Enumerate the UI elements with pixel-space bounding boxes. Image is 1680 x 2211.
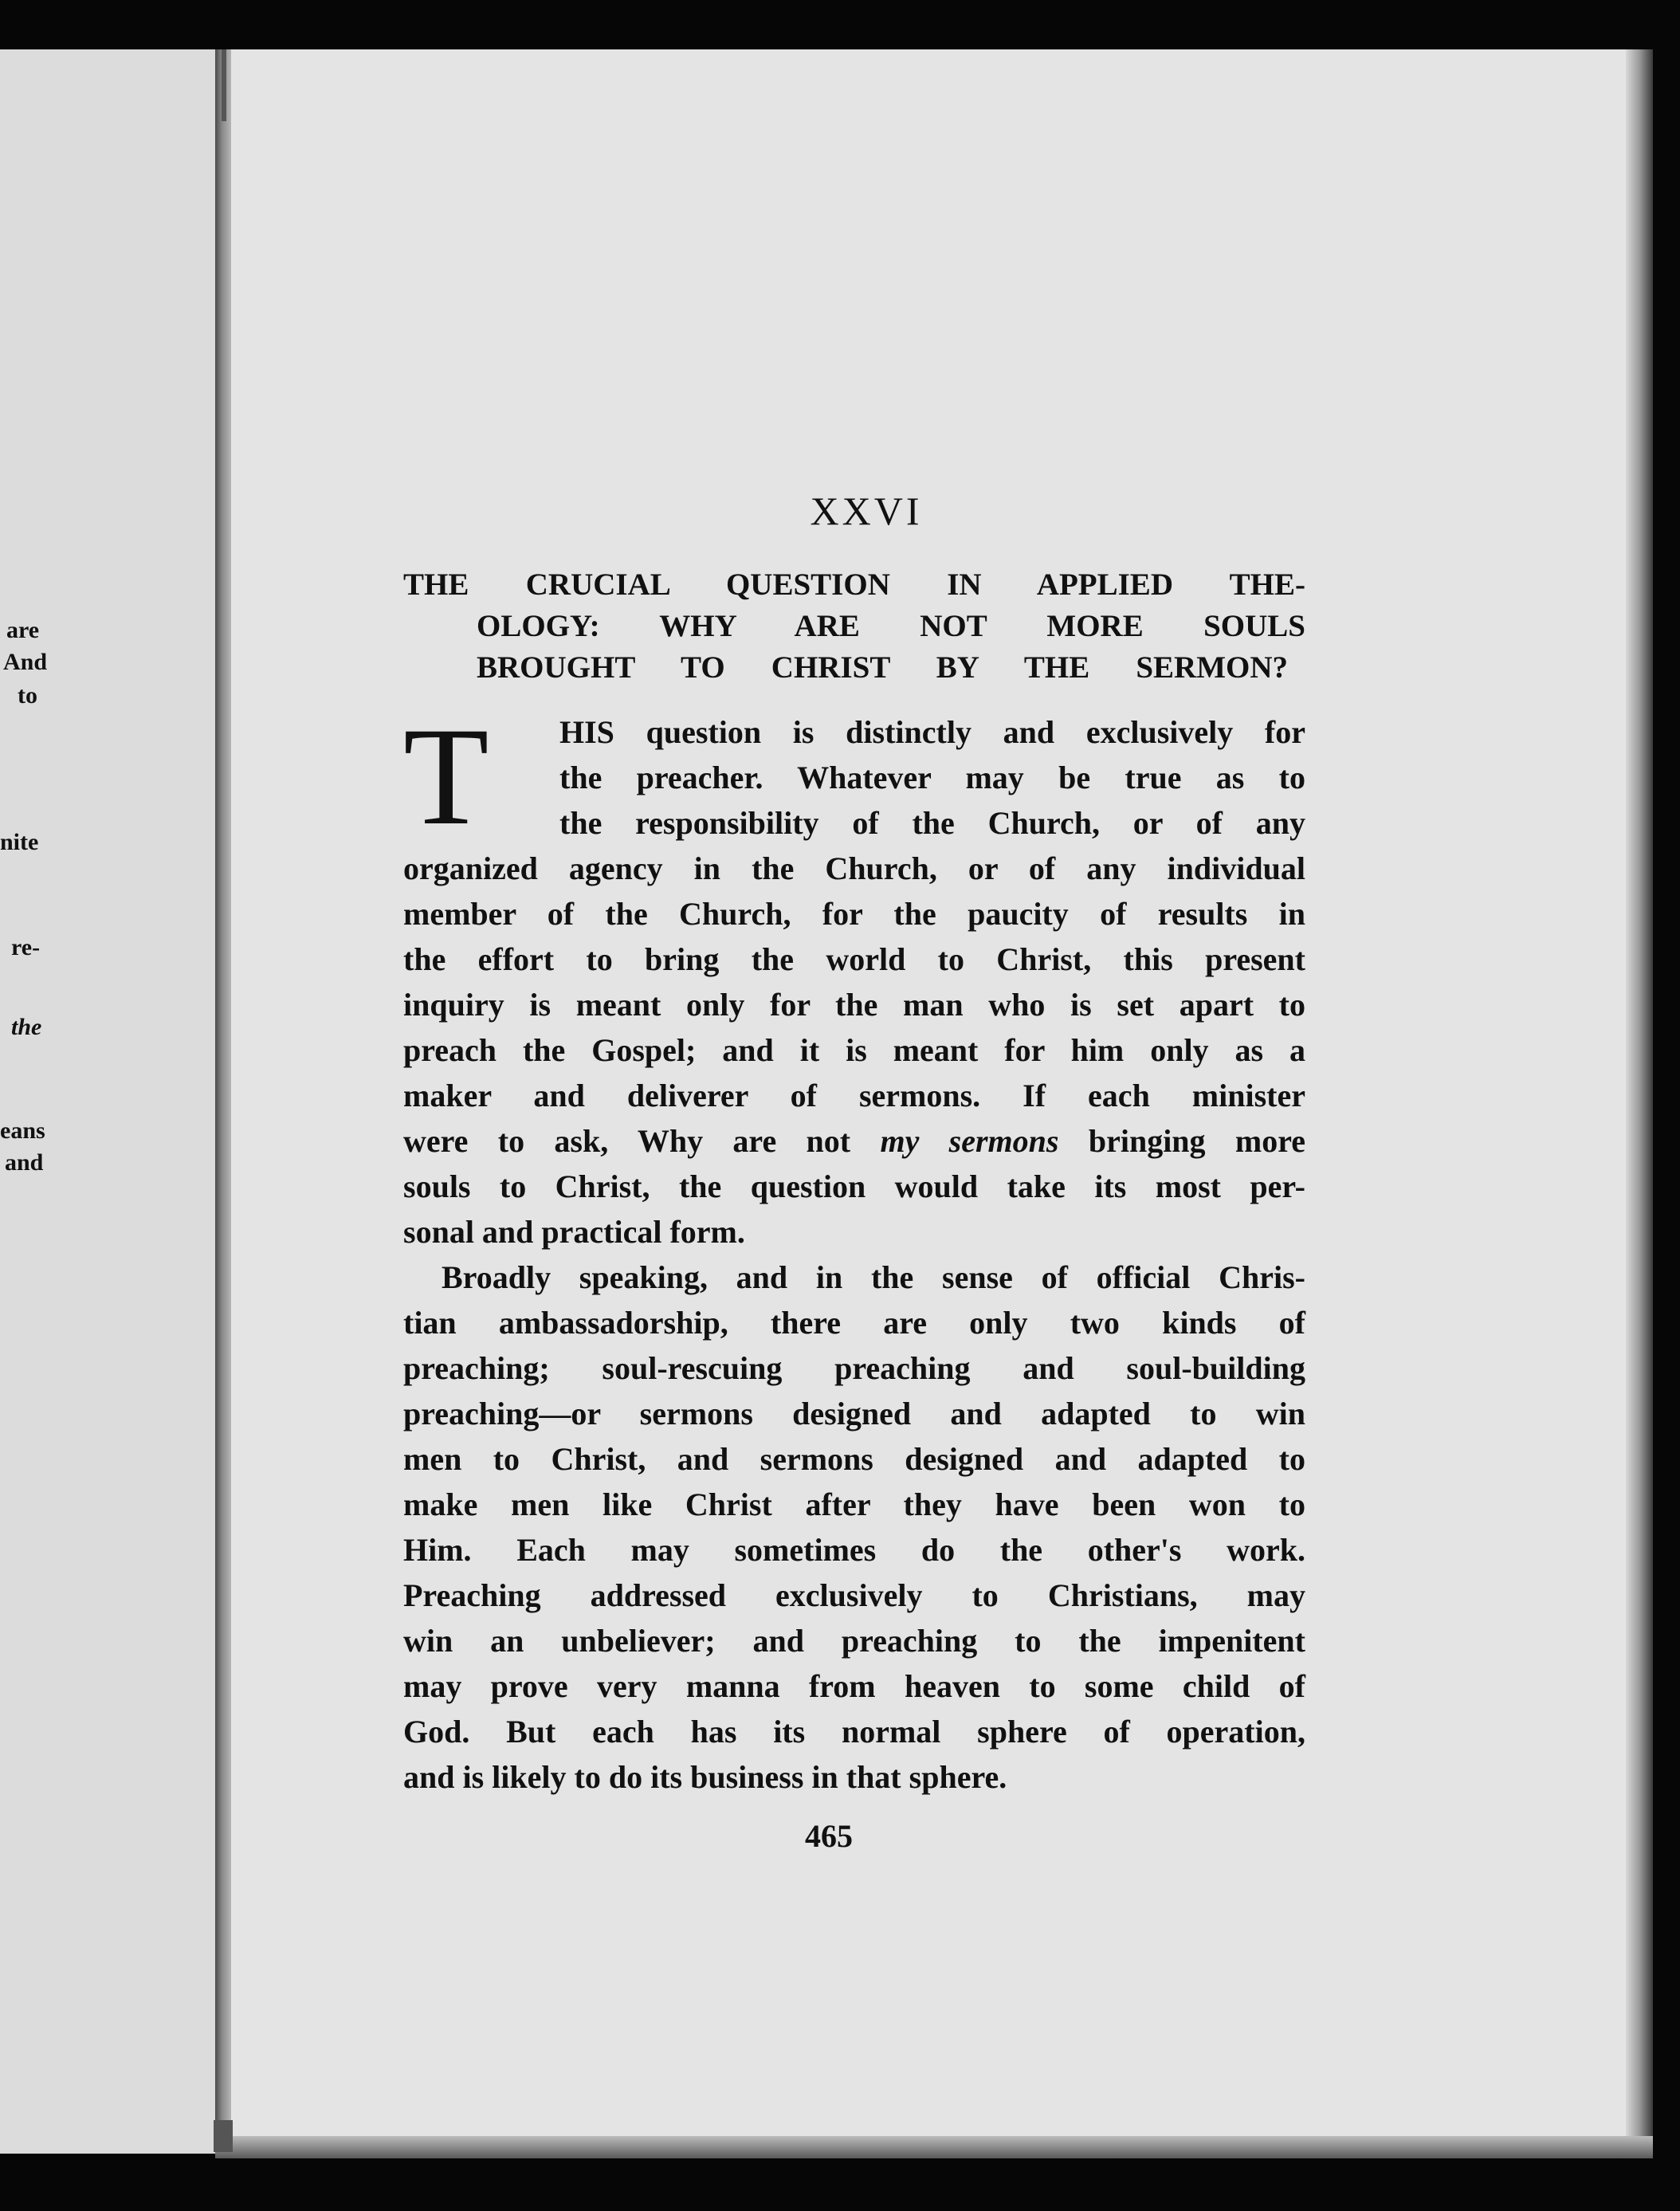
bottom-page-edge <box>215 2136 1653 2158</box>
text-line: souls to Christ, the question would take its most per- <box>403 1168 1305 1204</box>
text-segment: bringing more <box>1058 1123 1306 1159</box>
text-line: maker and deliverer of sermons. If each minister <box>403 1078 1305 1113</box>
left-fragment: eans <box>0 1117 45 1144</box>
text-line: the effort to bring the world to Christ, this present <box>403 941 1305 977</box>
binding-mark <box>214 2120 233 2152</box>
text-line: member of the Church, for the paucity of results in <box>403 896 1305 932</box>
text-line: make men like Christ after they have been won to <box>403 1486 1305 1522</box>
chapter-title <box>403 564 1305 689</box>
text-line: preach the Gospel; and it is meant for him only as a <box>403 1032 1305 1068</box>
text-line: tian ambassadorship, there are only two kinds of <box>403 1305 1305 1341</box>
left-fragment: and <box>5 1149 44 1176</box>
binding-mark <box>222 49 226 121</box>
text-line: preaching—or sermons designed and adapted to win <box>403 1396 1305 1431</box>
text-line: HIS question is distinctly and exclusively for <box>559 714 1305 750</box>
chapter-title-line: BROUGHT TO CHRIST BY THE SERMON? <box>477 650 1288 685</box>
left-fragment: re- <box>11 934 41 960</box>
drop-cap: T <box>403 699 489 854</box>
text-line: Preaching addressed exclusively to Christians, may <box>403 1577 1305 1613</box>
text-line: and is likely to do its business in that sphere. <box>403 1759 1007 1795</box>
page-edge-shadow <box>1626 49 1653 2154</box>
text-line: organized agency in the Church, or of any individual <box>403 850 1305 886</box>
left-fragment: are <box>6 617 40 643</box>
page-number: 465 <box>805 1818 853 1854</box>
text-line: the responsibility of the Church, or of any <box>559 805 1305 841</box>
paragraph-1 <box>403 699 1306 1255</box>
text-line: preaching; soul-rescuing preaching and soul-building <box>403 1350 1305 1386</box>
paragraph-2 <box>403 1255 1305 1800</box>
left-fragment: And <box>3 649 48 675</box>
text-line: win an unbeliever; and preaching to the impenitent <box>403 1623 1305 1659</box>
left-fragment: the <box>11 1014 42 1040</box>
text-line: may prove very manna from heaven to some child of <box>403 1668 1305 1704</box>
left-page-edge <box>0 49 222 2154</box>
text-line: the preacher. Whatever may be true as to <box>559 760 1305 795</box>
chapter-title-line: THE CRUCIAL QUESTION IN APPLIED THE- <box>403 567 1305 602</box>
text-line: sonal and practical form. <box>403 1214 745 1250</box>
left-fragment: nite <box>0 829 39 855</box>
italic-phrase: my sermons <box>880 1123 1059 1159</box>
page-text <box>403 488 1305 1800</box>
text-line: Him. Each may sometimes do the other's work. <box>403 1532 1305 1568</box>
chapter-title-line: OLOGY: WHY ARE NOT MORE SOULS <box>477 609 1305 643</box>
text-line: inquiry is meant only for the man who is set apart to <box>403 987 1305 1023</box>
text-line: God. But each has its normal sphere of operation, <box>403 1714 1305 1750</box>
page-gutter <box>215 49 233 2154</box>
chapter-number: XXVI <box>810 489 923 533</box>
text-line: men to Christ, and sermons designed and adapted to <box>403 1441 1305 1477</box>
text-line: Broadly speaking, and in the sense of official Chris- <box>442 1259 1305 1295</box>
text-segment: were to ask, Why are not <box>403 1123 881 1159</box>
left-fragment: to <box>18 682 37 709</box>
text-line-with-italic <box>403 1118 1305 1164</box>
